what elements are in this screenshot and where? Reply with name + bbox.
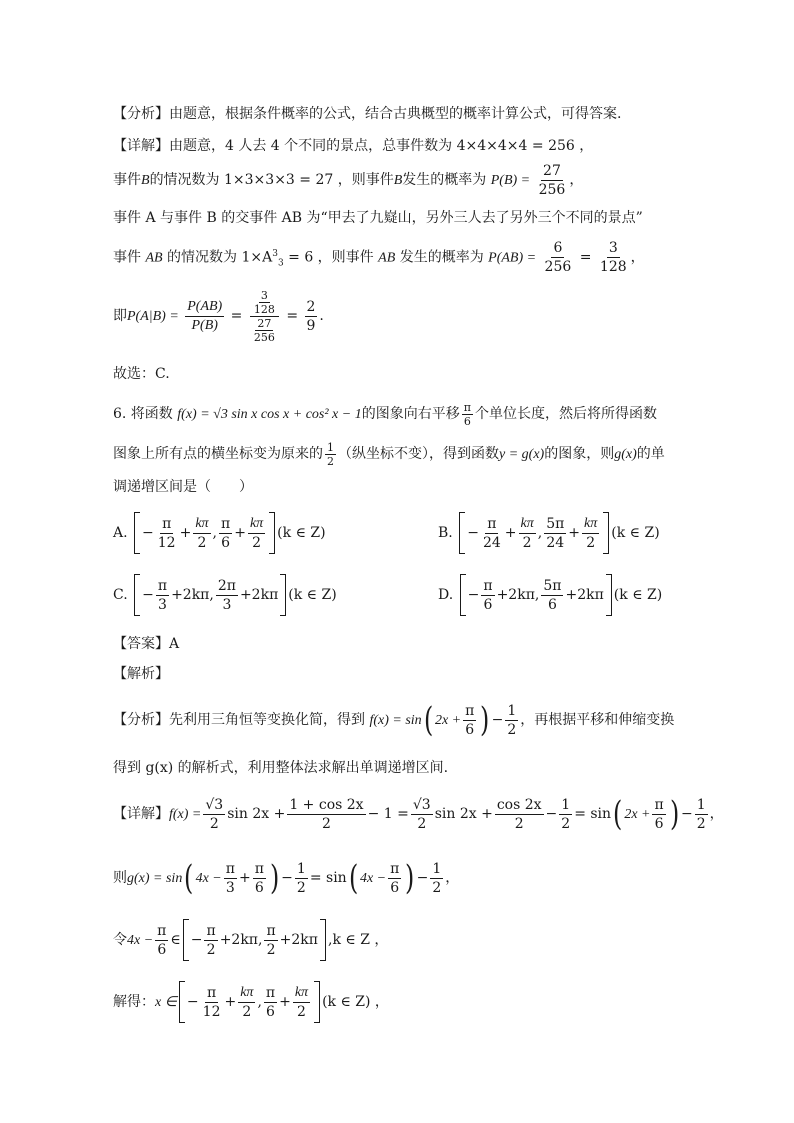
- left-bracket: [179, 981, 185, 1023]
- denominator: 2: [242, 1003, 252, 1020]
- left-bracket: [134, 512, 140, 554]
- denominator: 2: [561, 815, 571, 832]
- left-paren: (: [423, 700, 433, 740]
- right-paren: ): [480, 700, 490, 740]
- numerator: π: [225, 860, 235, 877]
- text: −: [680, 806, 693, 822]
- denominator: 2: [507, 721, 517, 738]
- fraction: [537, 162, 568, 199]
- text: 事件 A 与事件 B 的交事件 AB 为“甲去了九嶷山，另外三人去了另外三个不同的景点”: [113, 210, 643, 226]
- text: +2kπ: [279, 932, 318, 948]
- denominator: 12: [157, 534, 176, 551]
- analysis-paragraph-2-line-2: [113, 758, 448, 778]
- numerator: √3: [412, 796, 431, 813]
- fraction: [185, 298, 224, 335]
- intersection-line: [113, 208, 643, 228]
- function-f: f(x) = √3 sin x cos x + cos² x − 1: [177, 407, 362, 422]
- text: 4x −: [359, 871, 387, 886]
- denominator: 6: [547, 596, 557, 613]
- right-bracket: [320, 919, 326, 961]
- numerator: π: [265, 984, 276, 1001]
- ling-line: [113, 918, 388, 963]
- denominator: 2: [197, 534, 207, 551]
- text: 4x −: [195, 871, 222, 886]
- numerator: kπ: [519, 515, 536, 534]
- fraction: [155, 922, 168, 959]
- var-b: B: [141, 173, 150, 188]
- numerator: π: [162, 515, 172, 532]
- text: −: [190, 932, 203, 948]
- jiexi-tag: 【解析】: [113, 666, 169, 682]
- fraction: [541, 577, 563, 614]
- prob-b: P(B) =: [490, 173, 531, 188]
- numerator: √3: [205, 796, 224, 813]
- text: +2kπ,: [219, 932, 263, 948]
- option-a[interactable]: A. − $\frac{\pi}{12}$ + $\frac{k\pi}{2}$ , $\frac{\pi}{6}$ + $\frac{k\pi}{2}$ (k ∈ Z): [113, 512, 326, 554]
- fraction: [411, 796, 433, 833]
- denominator: 2: [514, 815, 524, 832]
- numerator: π: [221, 515, 231, 532]
- text: = sin: [309, 870, 347, 886]
- fraction: [224, 860, 237, 897]
- denominator: 6: [390, 879, 400, 896]
- text: 得到 g(x) 的解析式，利用整体法求解出单调递增区间.: [113, 760, 449, 776]
- fraction: [264, 984, 277, 1021]
- jiede-line: [113, 980, 389, 1025]
- text: 个单位长度，然后将所得函数: [474, 406, 657, 422]
- function-f: f(x) =: [169, 807, 202, 822]
- text: = 6 ，则事件: [283, 249, 374, 266]
- fraction: [519, 515, 536, 552]
- function-g: y = g(x): [499, 447, 545, 462]
- numerator: 3: [608, 240, 618, 257]
- numerator: π: [157, 577, 168, 594]
- fraction: [481, 515, 503, 552]
- denominator: 6: [483, 596, 493, 613]
- option-label: D.: [438, 587, 454, 603]
- text: ∈: [170, 932, 181, 948]
- text: 图象上所有点的横坐标变为原来的: [113, 446, 323, 462]
- fraction: [253, 860, 266, 897]
- text: − 1 =: [367, 806, 409, 822]
- prob-a-given-b: P(A|B) =: [127, 309, 179, 324]
- numerator: π: [266, 922, 276, 939]
- text: (k ∈ Z): [611, 525, 660, 541]
- numerator: 5π: [543, 577, 562, 594]
- denominator: 2: [321, 815, 331, 832]
- text: +: [279, 994, 291, 1010]
- text: 事件: [113, 172, 141, 188]
- conditional-line: [113, 280, 324, 353]
- denominator: 6: [157, 941, 167, 958]
- text: (k ∈ Z) ，: [322, 994, 389, 1010]
- choice-line: [113, 364, 170, 384]
- event-ab-line: [113, 234, 645, 283]
- text: 的单: [636, 446, 665, 462]
- text: 发生的概率为: [402, 172, 487, 188]
- fraction: [495, 796, 544, 833]
- analysis-tag: 【分析】: [113, 712, 169, 728]
- right-paren: ): [405, 858, 415, 898]
- fraction: [430, 860, 443, 897]
- denominator: 6: [654, 815, 664, 832]
- numerator: π: [654, 796, 664, 813]
- text: 的情况数为 1×3×3×3 = 27 ，则事件: [149, 172, 394, 188]
- text: 4x −: [127, 933, 154, 948]
- numerator: 1: [296, 860, 306, 877]
- fraction: [201, 984, 223, 1021]
- fraction: [248, 515, 265, 552]
- denominator: 6: [254, 879, 264, 896]
- fraction: [295, 860, 308, 897]
- fraction: [216, 577, 238, 614]
- numerator: π: [487, 515, 497, 532]
- option-label: B.: [438, 525, 453, 541]
- jiexi-line: [113, 664, 169, 684]
- numerator: 1: [327, 440, 334, 454]
- fraction: [238, 984, 255, 1021]
- numerator: π: [206, 922, 216, 939]
- text: ,: [257, 994, 262, 1010]
- text: +2kπ: [239, 587, 279, 603]
- fraction: [544, 515, 566, 552]
- text: ，: [630, 249, 645, 266]
- fraction: [156, 515, 178, 552]
- function-f: f(x) = sin: [369, 713, 422, 728]
- numerator: kπ: [238, 984, 255, 1003]
- equals: =: [286, 308, 299, 324]
- denominator: 2: [296, 879, 306, 896]
- denominator: 2: [206, 941, 216, 958]
- numerator: 2: [306, 298, 316, 315]
- denominator: 9: [306, 317, 316, 334]
- numerator: cos 2x: [496, 796, 542, 813]
- text: ，: [709, 806, 724, 822]
- text: −: [416, 870, 429, 886]
- analysis-paragraph-2: [113, 700, 674, 741]
- detail-text: 由题意，4 人去 4 个不同的景点，总事件数为 4×4×4×4 = 256 ，: [169, 138, 594, 154]
- left-paren: (: [613, 794, 623, 834]
- answer-line: [113, 634, 179, 654]
- denominator: 2: [327, 454, 334, 468]
- text: 解得：: [113, 994, 155, 1010]
- fraction: [287, 796, 365, 833]
- fraction: [305, 298, 318, 335]
- option-b[interactable]: B. − $\frac{\pi}{24}$ + $\frac{k\pi}{2}$ , $\frac{5\pi}{24}$ + $\frac{k\pi}{2}$ (k ∈ Z): [438, 512, 660, 554]
- answer-value: A: [169, 636, 180, 652]
- numerator: P(AB): [185, 298, 224, 317]
- denominator: 2: [696, 815, 706, 832]
- text: 的图象，则: [544, 446, 615, 462]
- text: −: [545, 806, 558, 822]
- option-c[interactable]: C. − $\frac{\pi}{3}$ +2kπ, $\frac{2\pi}{3}$ +2kπ (k ∈ Z): [113, 574, 337, 616]
- denominator: 128: [253, 302, 275, 316]
- numerator: 3: [260, 288, 268, 302]
- text: 调递增区间是（ ）: [113, 479, 253, 495]
- text: +: [238, 870, 251, 886]
- text: （纵坐标不变），得到函数: [338, 446, 499, 462]
- var-ab: AB: [378, 250, 396, 266]
- right-paren: ): [269, 858, 280, 898]
- left-paren: (: [184, 858, 194, 898]
- sup: 3: [272, 249, 278, 259]
- detail-tag: 【详解】: [113, 138, 169, 154]
- text: 2x +: [624, 807, 651, 822]
- equals: =: [579, 249, 592, 266]
- fraction: [204, 922, 217, 959]
- text: +: [224, 994, 237, 1010]
- denominator: 3: [225, 879, 235, 896]
- text: = sin: [574, 806, 612, 822]
- left-bracket: [459, 512, 465, 554]
- left-bracket: [460, 574, 466, 616]
- var-ab: AB: [145, 250, 163, 266]
- numerator: 1: [507, 702, 517, 719]
- denominator: 6: [463, 414, 471, 428]
- question-6-line-1: [113, 396, 657, 433]
- text: +2kπ: [565, 587, 604, 603]
- numerator: π: [390, 860, 400, 877]
- numerator: π: [483, 577, 493, 594]
- text: 发生的概率为: [399, 249, 484, 266]
- text: 的图象向右平移: [361, 406, 460, 422]
- text: +2kπ,: [496, 587, 540, 603]
- text: −: [186, 994, 199, 1010]
- text: ，: [569, 172, 584, 188]
- text: 即: [113, 308, 127, 324]
- text: .: [319, 308, 324, 324]
- denominator: 12: [202, 1003, 221, 1020]
- prob-ab: P(AB) =: [488, 250, 537, 266]
- text: 6. 将函数: [113, 406, 173, 422]
- denominator: 3: [222, 596, 232, 613]
- numerator: 5π: [546, 515, 565, 532]
- answer-tag: 【答案】: [113, 636, 169, 652]
- text: (k ∈ Z): [288, 587, 337, 603]
- text: (k ∈ Z): [277, 525, 326, 541]
- denominator: 2: [209, 815, 219, 832]
- text: 故选：C.: [113, 366, 170, 382]
- text: x ∈: [155, 995, 177, 1010]
- sub: 3: [277, 258, 284, 269]
- detail-paragraph-1: [113, 136, 593, 156]
- analysis-text: 由题意，根据条件概率的公式，结合古典概型的概率计算公式，可得答案.: [169, 106, 622, 122]
- numerator: 6: [553, 240, 563, 257]
- denominator: 3: [158, 596, 167, 613]
- denominator: 128: [599, 259, 627, 276]
- denominator: 24: [546, 534, 565, 551]
- function-g: g(x): [614, 447, 637, 462]
- denominator: 2: [432, 879, 442, 896]
- numerator: 2π: [217, 577, 236, 594]
- numerator: 1: [561, 796, 571, 813]
- fraction: [203, 796, 225, 833]
- fraction: [193, 515, 210, 552]
- right-bracket: [314, 981, 320, 1023]
- left-paren: (: [348, 858, 358, 898]
- right-paren: ): [669, 794, 679, 834]
- numerator: kπ: [248, 515, 265, 534]
- fraction: [293, 984, 310, 1021]
- fraction: [559, 796, 572, 833]
- text: 则: [113, 870, 127, 886]
- equals: =: [230, 308, 243, 324]
- detail-paragraph-2: [113, 792, 724, 837]
- analysis-paragraph-1: [113, 104, 621, 124]
- fraction: [543, 239, 574, 276]
- option-label: C.: [113, 587, 128, 603]
- denominator: 6: [266, 1003, 275, 1020]
- text: 令: [113, 932, 127, 948]
- nested-fraction: [250, 289, 279, 344]
- right-bracket: [603, 512, 609, 554]
- text: 先利用三角恒等变换化简，得到: [169, 712, 365, 728]
- fraction: [462, 401, 473, 428]
- denominator: 256: [544, 259, 572, 276]
- option-d[interactable]: D. − $\frac{\pi}{6}$ +2kπ, $\frac{5\pi}{6}$ +2kπ (k ∈ Z): [438, 574, 662, 616]
- numerator: π: [254, 860, 264, 877]
- numerator: 1: [432, 860, 442, 877]
- denominator: 2: [266, 941, 276, 958]
- text: sin 2x +: [227, 806, 286, 822]
- text: 事件: [113, 249, 141, 266]
- fraction: [652, 796, 665, 833]
- denominator: 256: [538, 181, 566, 198]
- numerator: π: [206, 984, 217, 1001]
- numerator: 1 + cos 2x: [289, 796, 364, 813]
- denominator: 256: [253, 330, 275, 344]
- fraction: [481, 577, 494, 614]
- denominator: 2: [417, 815, 427, 832]
- fraction: [463, 702, 476, 739]
- text: sin 2x +: [434, 806, 493, 822]
- text: ,k ∈ Z ，: [328, 932, 389, 948]
- question-6-line-3: [113, 477, 253, 497]
- option-label: A.: [113, 525, 128, 541]
- denominator: 2: [297, 1003, 306, 1020]
- denominator: P(B): [191, 317, 218, 333]
- right-bracket: [269, 512, 275, 554]
- fraction: [264, 922, 277, 959]
- right-bracket: [606, 574, 612, 616]
- text: ，: [445, 870, 460, 886]
- numerator: π: [157, 922, 167, 939]
- function-g: g(x) = sin: [127, 871, 183, 886]
- numerator: 27: [257, 316, 272, 330]
- numerator: π: [465, 702, 475, 719]
- fraction: [598, 239, 629, 276]
- fraction: [252, 289, 277, 316]
- fraction: [156, 577, 169, 614]
- denominator: 24: [482, 534, 501, 551]
- fraction: [252, 317, 277, 344]
- numerator: π: [463, 400, 471, 414]
- text: 2x +: [434, 713, 462, 728]
- numerator: kπ: [582, 515, 599, 534]
- analysis-tag: 【分析】: [113, 106, 169, 122]
- text: −: [491, 712, 504, 728]
- fraction: [219, 515, 232, 552]
- fraction: [582, 515, 599, 552]
- gx-line: [113, 856, 459, 901]
- denominator: 6: [221, 534, 231, 551]
- fraction: [505, 702, 518, 739]
- numerator: 27: [543, 162, 561, 179]
- denominator: 2: [252, 534, 262, 551]
- left-bracket: [134, 574, 140, 616]
- numerator: kπ: [293, 984, 310, 1003]
- fraction: [695, 796, 708, 833]
- text: ，再根据平移和伸缩变换: [520, 712, 675, 728]
- text: −: [281, 870, 293, 886]
- denominator: 2: [522, 534, 532, 551]
- text: +2kπ,: [171, 587, 214, 603]
- detail-tag: 【详解】: [113, 806, 169, 822]
- denominator: 6: [465, 721, 475, 738]
- var-b: B: [393, 173, 403, 188]
- text: 的情况数为 1×A: [167, 249, 273, 266]
- fraction: [388, 860, 401, 897]
- event-b-line: [113, 160, 583, 201]
- numerator: 1: [696, 796, 706, 813]
- denominator: 2: [586, 534, 596, 551]
- fraction: [325, 441, 336, 468]
- question-6-line-2: [113, 436, 665, 473]
- text: (k ∈ Z): [613, 587, 663, 603]
- numerator: kπ: [193, 515, 210, 534]
- left-bracket: [183, 919, 189, 961]
- right-bracket: [280, 574, 286, 616]
